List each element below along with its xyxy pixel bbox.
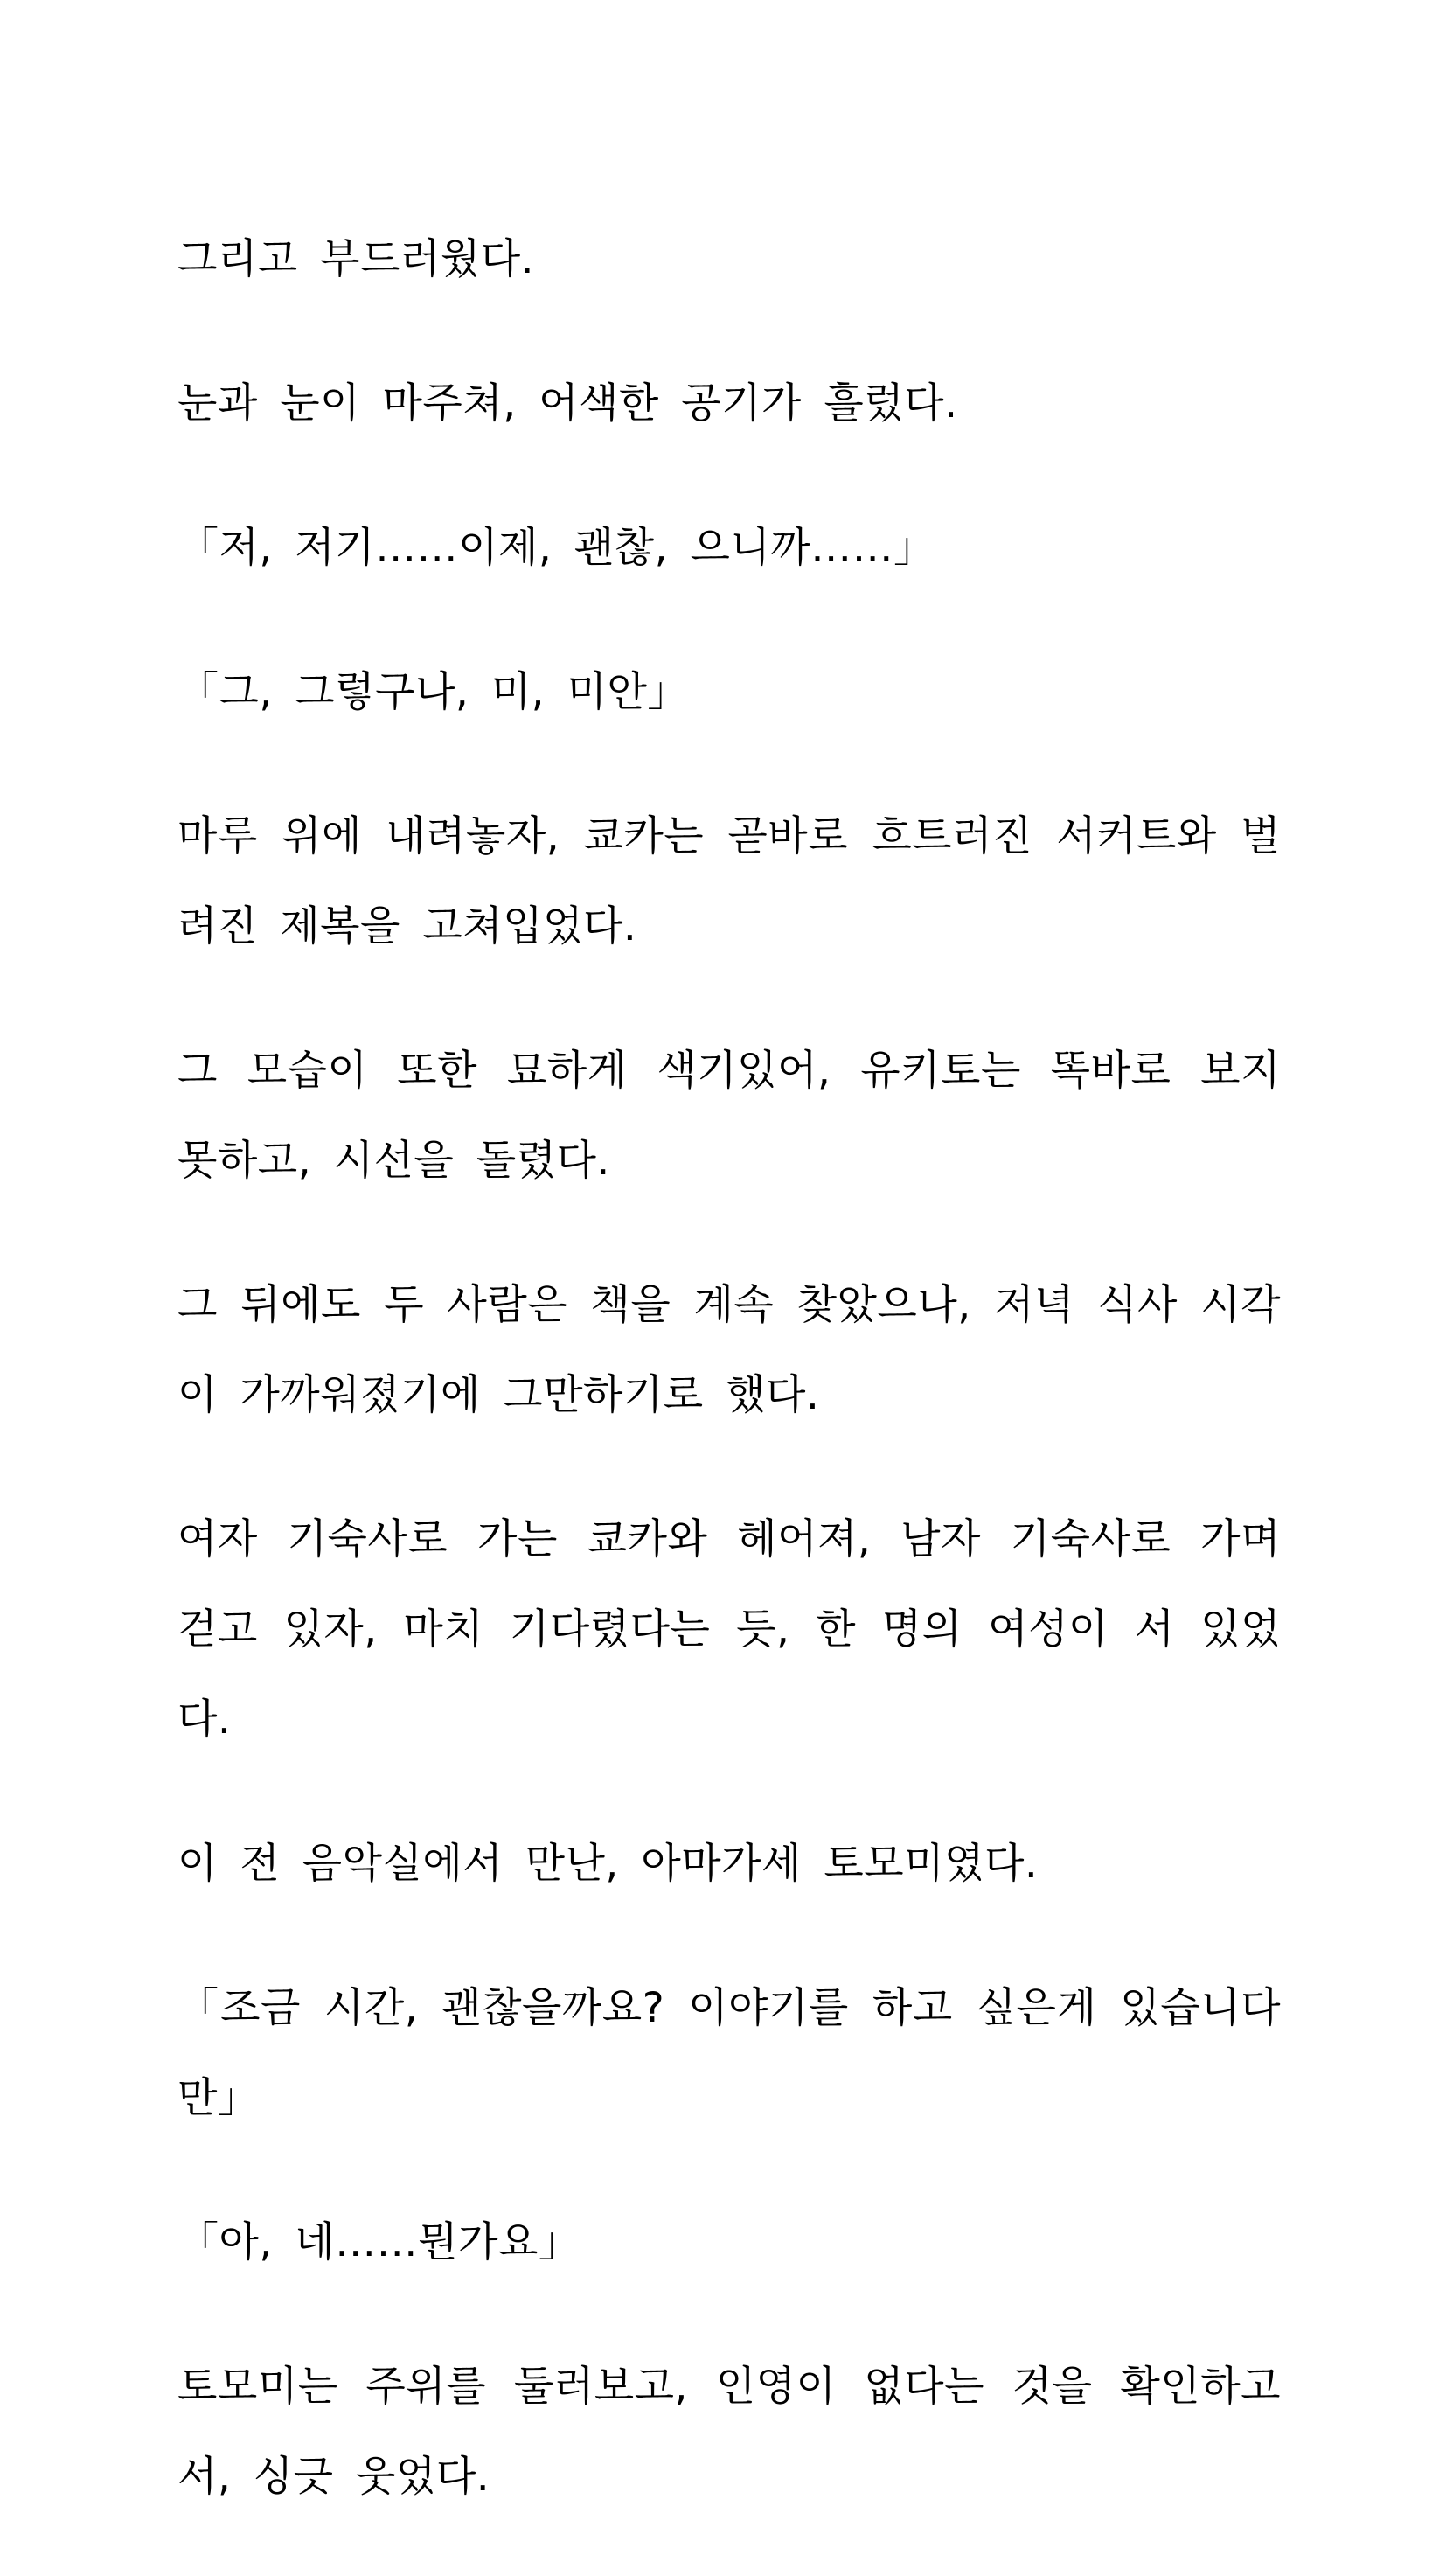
paragraph: 눈과 눈이 마주쳐, 어색한 공기가 흘렀다. [177,379,958,428]
dialogue-line: 「저, 저기……이제, 괜찮, 으니까……」 [177,524,935,572]
paragraph: 여자 기숙사로 가는 쿄카와 헤어져, 남자 기숙사로 가며 걷고 있자, 마치 기다렸다는 듯, 한 명의 여성이 서 있었다. [177,1515,1281,1744]
dialogue-line: 「그, 그렇구나, 미, 미안」 [177,668,689,716]
body-text [177,214,1281,2576]
paragraph: 그 모습이 또한 묘하게 색기있어, 유키토는 똑바로 보지 못하고, 시선을 돌렸다. [177,1047,1281,1185]
dialogue-line: 「조금 시간, 괜찮을까요? 이야기를 하고 싶은게 있습니다만」 [177,1984,1281,2122]
paragraph: 그 뒤에도 두 사람은 책을 계속 찾았으나, 저녁 식사 시각이 가까워졌기에 그만하기로 했다. [177,1281,1281,1419]
paragraph: 토모미는 주위를 둘러보고, 인영이 없다는 것을 확인하고서, 싱긋 웃었다. [177,2363,1281,2501]
paragraph: 그리고 부드러웠다. [177,235,535,283]
paragraph: 이 전 음악실에서 만난, 아마가세 토모미였다. [177,1840,1039,1888]
dialogue-line: 「아, 네……뭔가요」 [177,2218,580,2266]
paragraph: 마루 위에 내려놓자, 쿄카는 곧바로 흐트러진 서커트와 벌려진 제복을 고쳐입었다. [177,812,1281,950]
